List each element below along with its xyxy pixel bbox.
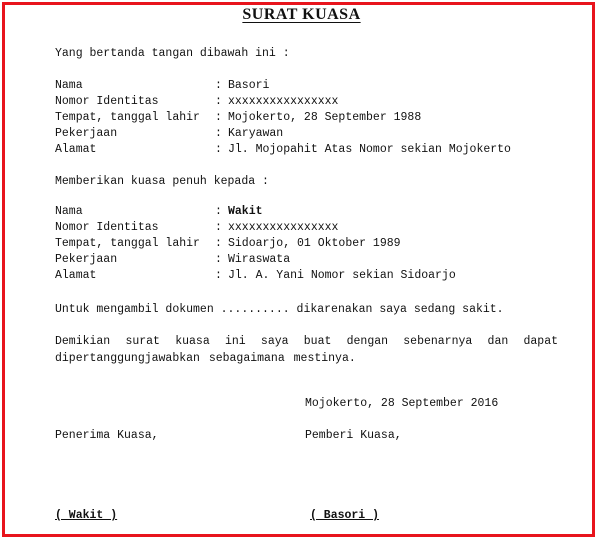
intro-text: Yang bertanda tangan dibawah ini : — [55, 47, 290, 60]
giver-signature: ( Basori ) — [310, 509, 380, 522]
grantor-birth-value: Mojokerto, 28 September 1988 — [228, 111, 422, 124]
field-separator: : — [215, 95, 222, 108]
document-title: SURAT KUASA — [242, 6, 361, 23]
field-label: Pekerjaan — [55, 127, 118, 140]
grantor-name-value: Basori — [228, 79, 270, 92]
grantee-id-value: xxxxxxxxxxxxxxxx — [228, 221, 339, 234]
field-label: Tempat, tanggal lahir — [55, 237, 200, 250]
field-separator: : — [215, 237, 222, 250]
giver-label: Pemberi Kuasa, — [305, 429, 402, 442]
grantee-job-value: Wiraswata — [228, 253, 291, 266]
field-label: Pekerjaan — [55, 253, 118, 266]
grantee-name-value: Wakit — [228, 205, 263, 218]
field-label: Nama — [55, 205, 83, 218]
field-separator: : — [215, 127, 222, 140]
field-label: Nomor Identitas — [55, 95, 159, 108]
field-label: Alamat — [55, 143, 97, 156]
field-separator: : — [215, 269, 222, 282]
purpose-text: Untuk mengambil dokumen .......... dikarenakan saya sedang sakit. — [55, 303, 504, 316]
field-separator: : — [215, 143, 222, 156]
field-separator: : — [215, 205, 222, 218]
transfer-text: Memberikan kuasa penuh kepada : — [55, 175, 269, 188]
field-separator: : — [215, 253, 222, 266]
grantor-id-value: xxxxxxxxxxxxxxxx — [228, 95, 339, 108]
grantor-job-value: Karyawan — [228, 127, 284, 140]
closing-paragraph: Demikian surat kuasa ini saya buat dengan sebenarnya dan dapat dipertanggungjawabkan sebagaimana mestinya. — [55, 335, 558, 365]
field-separator: : — [215, 221, 222, 234]
grantee-birth-value: Sidoarjo, 01 Oktober 1989 — [228, 237, 401, 250]
field-separator: : — [215, 79, 222, 92]
field-label: Tempat, tanggal lahir — [55, 111, 200, 124]
document-title-wrap — [0, 6, 603, 24]
field-label: Nomor Identitas — [55, 221, 159, 234]
grantor-address-value: Jl. Mojopahit Atas Nomor sekian Mojokerto — [228, 143, 511, 156]
receiver-signature: ( Wakit ) — [55, 509, 118, 522]
grantee-address-value: Jl. A. Yani Nomor sekian Sidoarjo — [228, 269, 456, 282]
field-label: Nama — [55, 79, 83, 92]
field-label: Alamat — [55, 269, 97, 282]
field-separator: : — [215, 111, 222, 124]
place-date: Mojokerto, 28 September 2016 — [305, 397, 499, 410]
receiver-label: Penerima Kuasa, — [55, 429, 159, 442]
